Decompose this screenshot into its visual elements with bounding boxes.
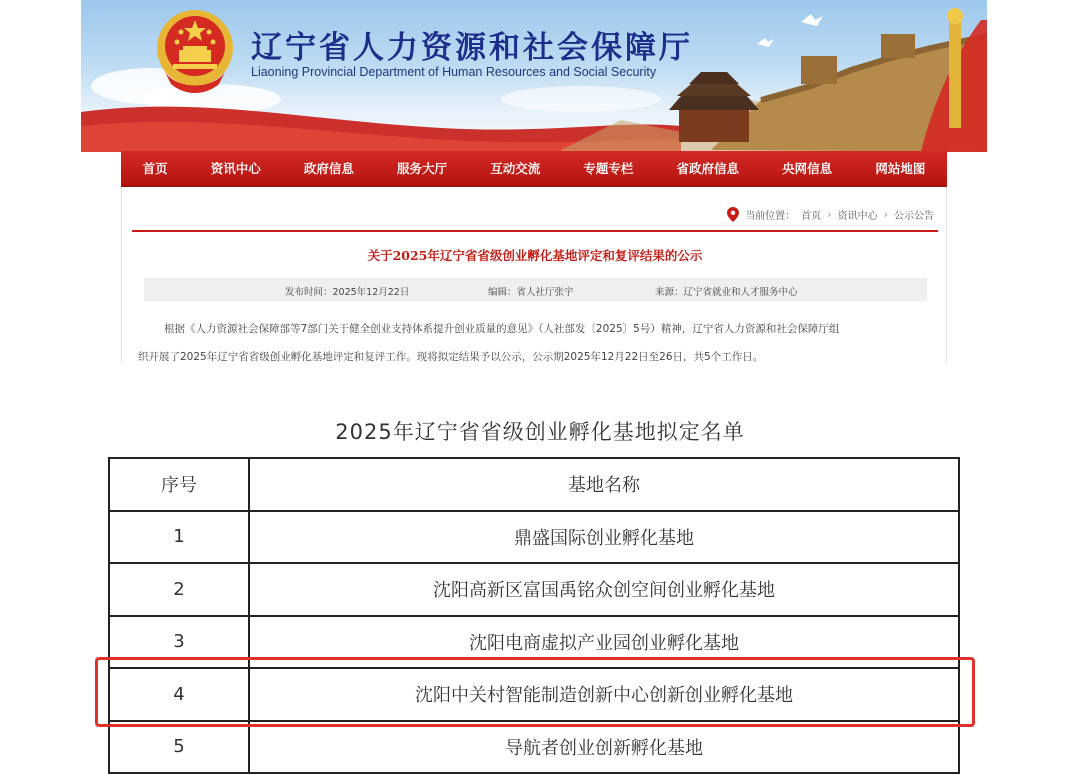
- list-title: 2025年辽宁省省级创业孵化基地拟定名单: [335, 420, 745, 444]
- article-meta-bar: [144, 278, 927, 301]
- body-paragraph-line: 根据《人力资源社会保障部等7部门关于健全创业支持体系提升创业质量的意见》（人社部发〔2025〕5号）精神，辽宁省人力资源和社会保障厅组: [164, 323, 840, 335]
- table-row: [109, 668, 959, 721]
- breadcrumb-news-center[interactable]: 资讯中心: [837, 211, 878, 222]
- article-card: [121, 187, 947, 363]
- column-header-name: 基地名称: [249, 458, 959, 511]
- table-header-row: [109, 458, 959, 511]
- breadcrumb-prefix: 当前位置：: [745, 211, 796, 222]
- site-banner: [81, 0, 987, 152]
- base-name: 导航者创业创新孵化基地: [249, 721, 959, 774]
- base-name: 沈阳中关村智能制造创新中心创新创业孵化基地: [249, 668, 959, 721]
- breadcrumb: [727, 207, 934, 222]
- base-name: 沈阳电商虚拟产业园创业孵化基地: [249, 616, 959, 669]
- row-number: 5: [109, 721, 249, 774]
- breadcrumb-home[interactable]: 首页: [801, 211, 822, 222]
- incubator-list-table: [108, 457, 960, 774]
- table-row: [109, 563, 959, 616]
- nav-item-provincial-gov-info[interactable]: 省政府信息: [676, 161, 740, 176]
- base-name: 沈阳高新区富国禹铭众创空间创业孵化基地: [249, 563, 959, 616]
- nav-item-service-hall[interactable]: 服务大厅: [397, 161, 448, 176]
- nav-item-special-topics[interactable]: 专题专栏: [583, 161, 634, 176]
- row-number: 2: [109, 563, 249, 616]
- site-title: 辽宁省人力资源和社会保障厅: [251, 30, 693, 66]
- article-editor: 编辑：省人社厅张宇: [488, 287, 574, 298]
- table-row: [109, 511, 959, 564]
- table-row: [109, 721, 959, 774]
- nav-item-sitemap[interactable]: 网站地图: [875, 161, 926, 176]
- national-emblem-icon: [153, 6, 237, 94]
- nav-item-interaction[interactable]: 互动交流: [490, 161, 541, 176]
- column-header-number: 序号: [109, 458, 249, 511]
- nav-item-news-center[interactable]: 资讯中心: [210, 161, 261, 176]
- article-source: 来源：辽宁省就业和人才服务中心: [655, 287, 798, 298]
- nav-item-gov-info[interactable]: 政府信息: [303, 161, 354, 176]
- table-row: [109, 616, 959, 669]
- nav-item-central-gov-info[interactable]: 央网信息: [782, 161, 833, 176]
- publish-time: 发布时间：2025年12月22日: [285, 287, 410, 298]
- site-subtitle: Liaoning Provincial Department of Human Resources and Social Security: [251, 65, 657, 79]
- main-nav: [121, 151, 947, 187]
- body-paragraph-line: 织开展了2025年辽宁省省级创业孵化基地评定和复评工作。现将拟定结果予以公示，公示期2025年12月22日至26日，共5个工作日。: [138, 351, 764, 363]
- base-name: 鼎盛国际创业孵化基地: [249, 511, 959, 564]
- location-pin-icon: [727, 207, 739, 222]
- nav-item-home[interactable]: 首页: [142, 161, 168, 176]
- row-number: 1: [109, 511, 249, 564]
- row-number: 3: [109, 616, 249, 669]
- chevron-right-icon: ›: [883, 208, 888, 221]
- article-body: [138, 315, 934, 371]
- article-title: 关于2025年辽宁省省级创业孵化基地评定和复评结果的公示: [367, 248, 703, 263]
- chevron-right-icon: ›: [827, 208, 832, 221]
- row-number: 4: [109, 668, 249, 721]
- breadcrumb-announcements[interactable]: 公示公告: [894, 211, 934, 222]
- title-divider: [132, 230, 938, 232]
